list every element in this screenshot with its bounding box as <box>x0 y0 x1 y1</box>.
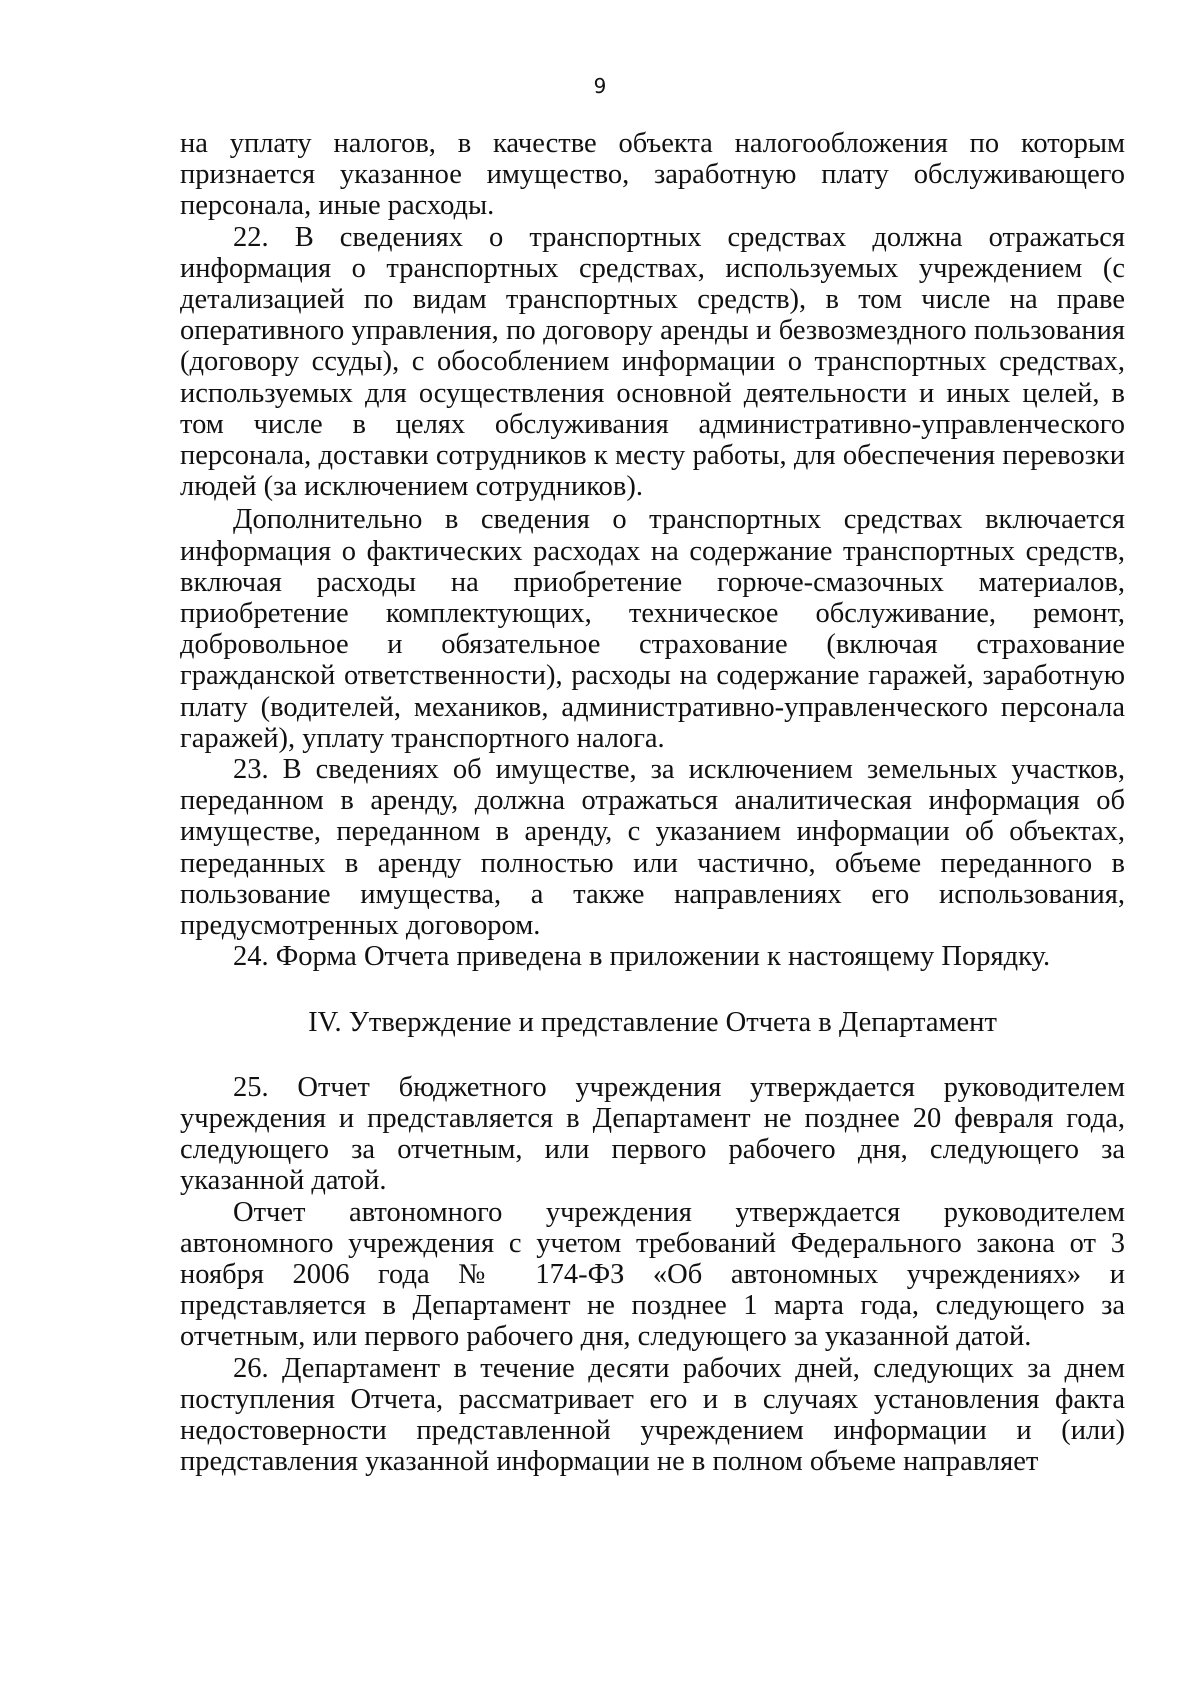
paragraph-item-25: 25. Отчет бюджетного учреждения утверждается руководителем учреждения и представляется в Департамент не позднее 20 февраля года, следующего за отчетным, или первого рабочего дня, следующего за указанной датой. <box>180 1071 1125 1197</box>
paragraph-continuation: на уплату налогов, в качестве объекта налогообложения по которым признается указанное имущество, заработную плату обслуживающего персонала, иные расходы. <box>180 128 1125 222</box>
paragraph-item-24: 24. Форма Отчета приведена в приложении к настоящему Порядку. <box>233 941 1051 973</box>
paragraph-item-22: 22. В сведениях о транспортных средствах должна отражаться информация о транспортных средствах, используемых учреждением (с детализацией по видам транспортных средств), в том числе на праве оперативного управления, по договору аренды и безвозмездного пользования (договору ссуды), с обособлением информации о транспортных средствах, используемых для осуществления основной деятельности и иных целей, в том числе в целях обслуживания административно-управленческого персонала, доставки сотрудников к месту работы, для обеспечения перевозки людей (за исключением сотрудников). <box>180 221 1125 503</box>
paragraph-item-23: 23. В сведениях об имуществе, за исключением земельных участков, переданном в аренду, должна отражаться аналитическая информация об имуществе, переданном в аренду, с указанием информации об объектах, переданных в аренду полностью или частично, объеме переданного в пользование имущества, а также направлениях его использования, предусмотренных договором. <box>180 754 1125 942</box>
paragraph-transport-expenses: Дополнительно в сведения о транспортных средствах включается информация о фактических расходах на содержание транспортных средств, включая расходы на приобретение горюче-смазочных материалов, приобретение комплектующих, техническое обслуживание, ремонт, добровольное и обязательное страхование (включая страхование гражданской ответственности), расходы на содержание гаражей, заработную плату (водителей, механиков, административно-управленческого персонала гаражей), уплату транспортного налога. <box>180 504 1125 754</box>
paragraph-autonomous-report: Отчет автономного учреждения утверждается руководителем автономного учреждения с учетом требований Федерального закона от 3 ноября 2006 года № 174-ФЗ «Об автономных учреждениях» и представляется в Департамент не позднее 1 марта года, следующего за отчетным, или первого рабочего дня, следующего за указанной датой. <box>180 1196 1125 1353</box>
paragraph-item-26: 26. Департамент в течение десяти рабочих дней, следующих за днем поступления Отчета, рассматривает его и в случаях установления факта недостоверности представленной учреждением информации и (или) представления указанной информации не в полном объеме направляет <box>180 1352 1125 1478</box>
document-body <box>180 128 1125 1477</box>
section-heading: IV. Утверждение и представление Отчета в Департамент <box>308 1007 997 1039</box>
page-number: 9 <box>593 74 607 98</box>
